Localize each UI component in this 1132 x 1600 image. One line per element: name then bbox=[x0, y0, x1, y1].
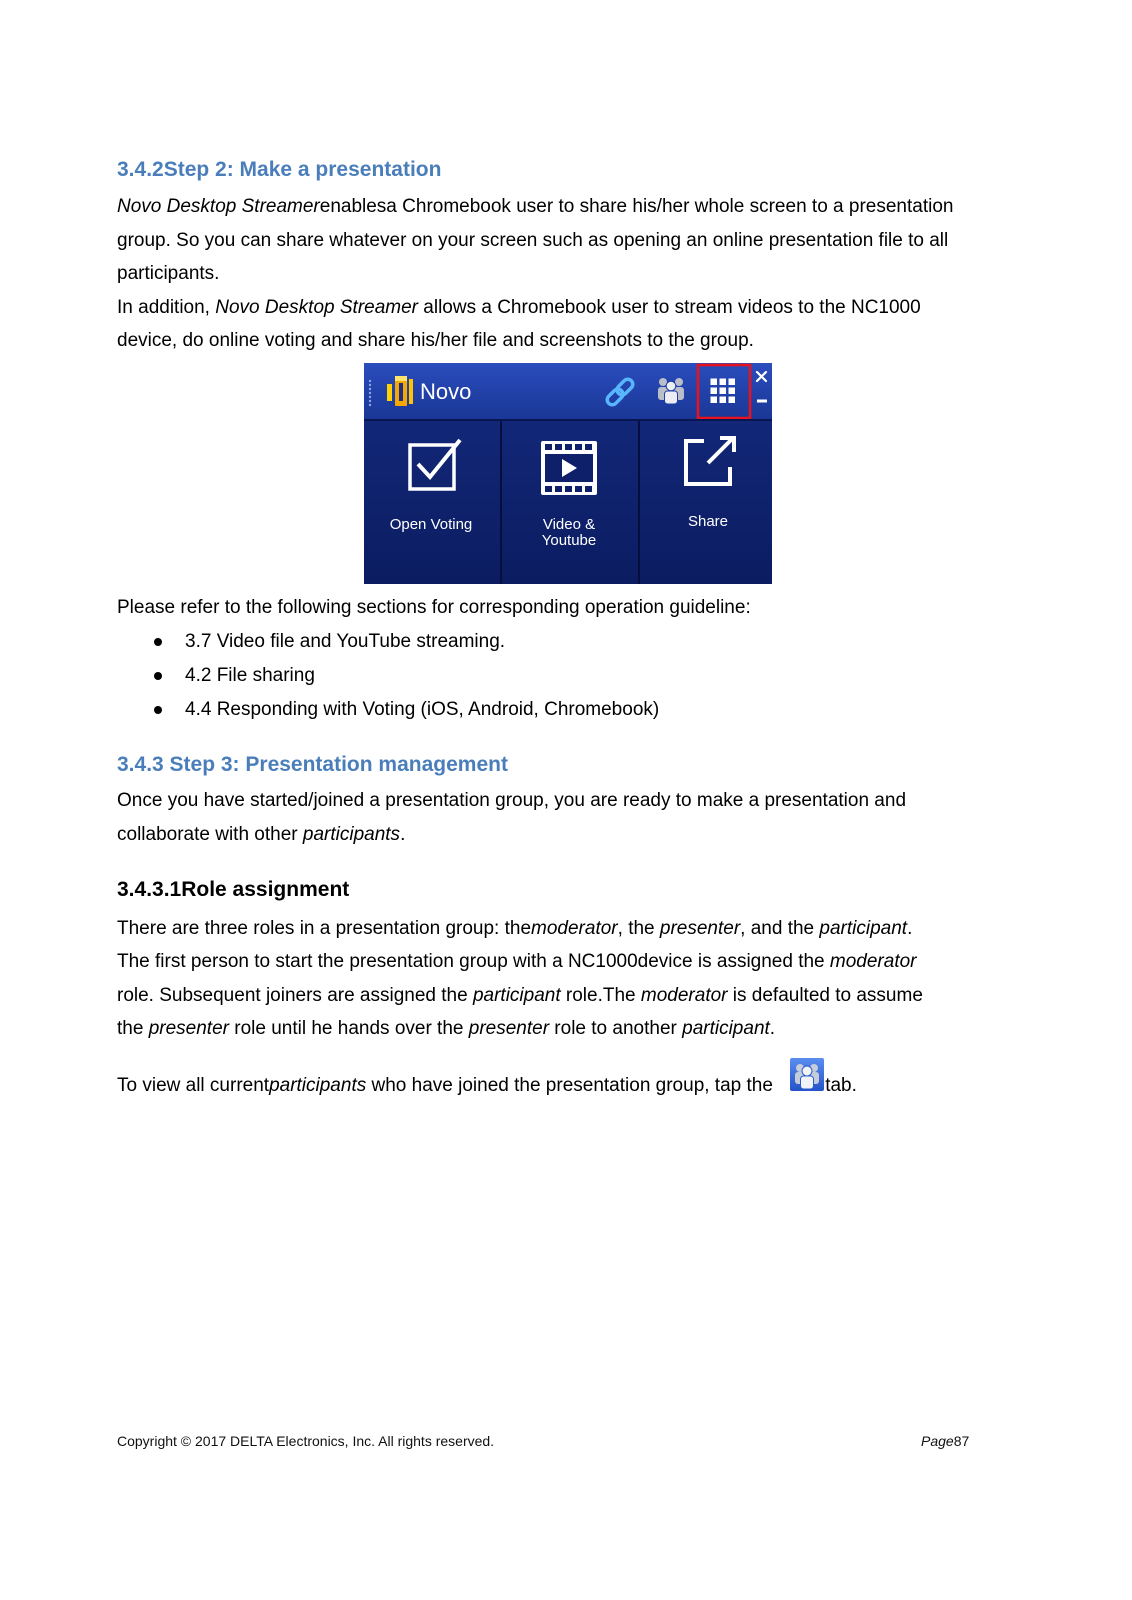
term-participant: participant bbox=[472, 984, 561, 1006]
page-label: Page bbox=[921, 1433, 954, 1449]
text-run: . bbox=[400, 823, 406, 845]
term-presenter: presenter bbox=[659, 918, 741, 939]
product-name: Novo Desktop Streamer bbox=[117, 196, 320, 217]
text-run: participants. bbox=[117, 263, 220, 284]
text-run: . bbox=[769, 1017, 776, 1039]
text-line bbox=[117, 1012, 923, 1045]
tile-label: Share bbox=[687, 513, 729, 530]
text-line bbox=[117, 257, 953, 291]
text-run: To view all current bbox=[117, 1075, 270, 1096]
tile-video-youtube bbox=[502, 421, 638, 584]
film-play-icon bbox=[541, 441, 597, 495]
text-run: collaborate with other bbox=[117, 823, 303, 845]
title-bar bbox=[364, 363, 772, 419]
text-run: Once you have started/joined a presentation group, you are ready to make a presentation and bbox=[117, 790, 907, 811]
text-run: the bbox=[117, 1017, 149, 1039]
text-line bbox=[117, 784, 906, 818]
text-line bbox=[117, 324, 953, 358]
text-line bbox=[117, 912, 923, 945]
app-title: Novo bbox=[420, 379, 472, 404]
text-run: is defaulted to assume bbox=[727, 984, 923, 1006]
view-participants-paragraph bbox=[117, 1069, 857, 1103]
text-run: , the bbox=[617, 918, 660, 939]
term-participant: participant bbox=[682, 1017, 770, 1039]
product-name: Novo Desktop Streamer bbox=[215, 296, 418, 318]
tile-label: Open Voting bbox=[389, 516, 473, 533]
text-line bbox=[117, 1069, 857, 1103]
text-run: allows a Chromebook user to stream videos to the NC1000 bbox=[418, 296, 921, 318]
list-item-text: 4.4 Responding with Voting (iOS, Android, Chromebook) bbox=[185, 699, 660, 720]
tile-label: Youtube bbox=[541, 532, 597, 549]
text-run: . bbox=[907, 918, 913, 939]
term-moderator: moderator bbox=[531, 918, 618, 939]
page-number: 87 bbox=[953, 1433, 970, 1449]
step2-intro-paragraph bbox=[117, 190, 953, 358]
text-run: role until he hands over the bbox=[228, 1017, 469, 1039]
text-run: device, do online voting and share his/her file and screenshots to the group. bbox=[117, 330, 754, 351]
list-item bbox=[117, 659, 751, 693]
text-run: There are three roles in a presentation group: the bbox=[117, 918, 532, 939]
footer-page-number bbox=[921, 1431, 969, 1451]
text-line bbox=[117, 818, 906, 852]
bullet-icon bbox=[154, 672, 162, 680]
term-participants: participants bbox=[269, 1075, 367, 1096]
section-heading-step3: 3.4.3 Step 3: Presentation management bbox=[117, 753, 508, 776]
text-run: enablesa Chromebook user to share his/her whole screen to a presentation bbox=[319, 196, 954, 217]
subsection-heading-role-assignment: 3.4.3.1Role assignment bbox=[117, 878, 350, 901]
text-run: role. Subsequent joiners are assigned the bbox=[117, 984, 473, 1006]
text-run: The first person to start the presentation group with a NC1000device is assigned the bbox=[117, 951, 830, 973]
term-participant: participant bbox=[819, 918, 908, 939]
text-run: , and the bbox=[740, 918, 820, 939]
term-moderator: moderator bbox=[829, 951, 917, 973]
list-item bbox=[117, 693, 751, 727]
term-participants: participants bbox=[302, 823, 401, 845]
list-item-text: 4.2 File sharing bbox=[185, 665, 315, 686]
text-run: who have joined the presentation group, tap the bbox=[366, 1075, 779, 1096]
reference-list-block bbox=[117, 591, 751, 727]
participants-tab-icon bbox=[790, 1058, 824, 1091]
bullet-icon bbox=[154, 706, 162, 714]
text-line bbox=[117, 945, 923, 978]
text-run: group. So you can share whatever on your screen such as opening an online presentation file to all bbox=[117, 229, 949, 251]
bullet-icon bbox=[154, 638, 162, 646]
text-line bbox=[117, 291, 953, 325]
text-line bbox=[117, 979, 923, 1012]
term-presenter: presenter bbox=[148, 1017, 229, 1039]
text-line bbox=[117, 224, 953, 258]
role-paragraph bbox=[117, 912, 923, 1045]
tile-open-voting bbox=[364, 421, 500, 584]
tile-label: Video & bbox=[542, 516, 596, 533]
novo-toolbar-screenshot bbox=[364, 363, 772, 584]
footer-copyright: Copyright © 2017 DELTA Electronics, Inc. All rights reserved. bbox=[117, 1433, 495, 1449]
text-line bbox=[117, 190, 953, 224]
refer-text: Please refer to the following sections for corresponding operation guideline: bbox=[117, 597, 751, 618]
tile-share bbox=[640, 421, 772, 584]
text-run: tab. bbox=[825, 1075, 857, 1096]
text-run: In addition, bbox=[117, 296, 216, 318]
app-grid-icon bbox=[711, 379, 736, 404]
list-item-text: 3.7 Video file and YouTube streaming. bbox=[185, 631, 506, 652]
section-heading-step2: 3.4.2Step 2: Make a presentation bbox=[117, 158, 442, 181]
term-presenter: presenter bbox=[468, 1017, 550, 1039]
step3-intro-paragraph bbox=[117, 784, 906, 851]
text-run: role.The bbox=[560, 984, 641, 1006]
term-moderator: moderator bbox=[640, 984, 728, 1006]
list-item bbox=[117, 625, 751, 659]
text-run: role to another bbox=[549, 1017, 683, 1039]
